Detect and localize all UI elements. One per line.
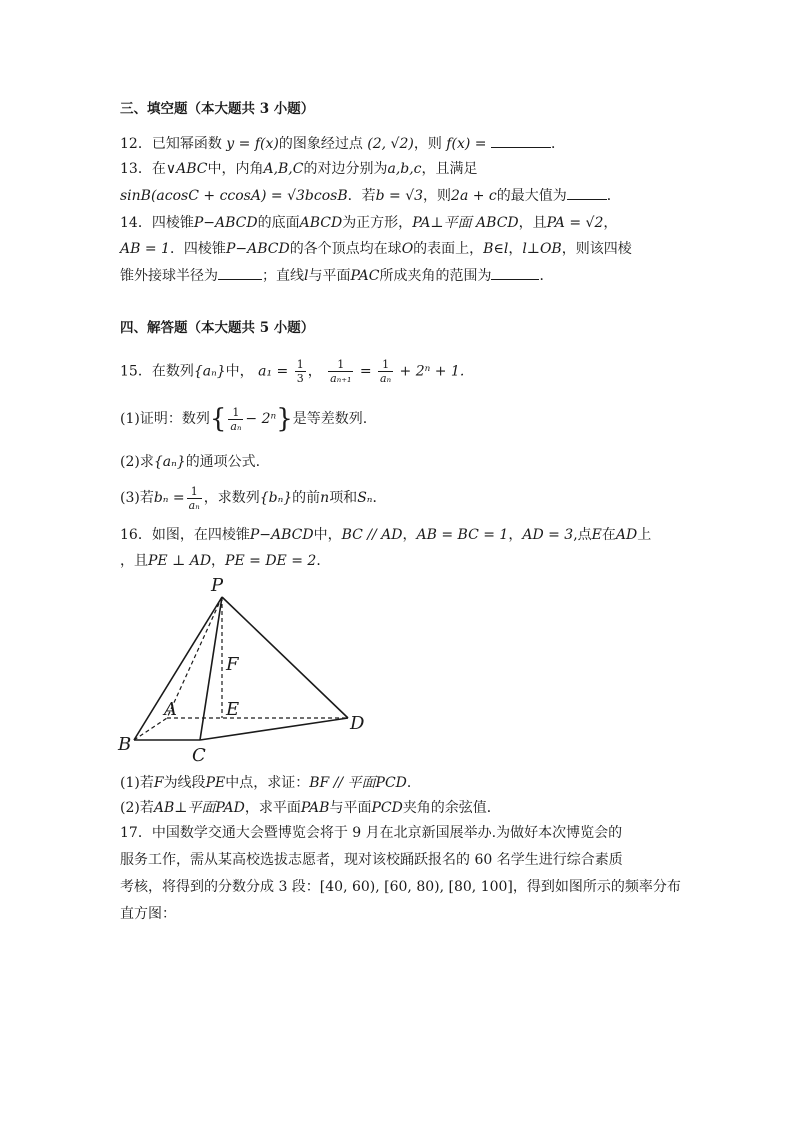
answer-blank[interactable] [218, 265, 262, 280]
question-16-part-2: (2)若AB⊥平面PAD，求平面PAB与平面PCD夹角的余弦值． [120, 800, 501, 816]
label-f: F [226, 654, 239, 675]
section-3-heading: 三、填空题（本大题共 3 小题） [120, 101, 315, 117]
question-15-part-1: (1)证明：数列{ $\frac{1}{\text{aₙ}}$ − 2ⁿ}是等差数列. [120, 404, 368, 434]
question-13-line-1: 13．在∨ABC中，内角A,B,C的对边分别为a,b,c，且满足 [120, 161, 478, 177]
left-brace: { [209, 404, 227, 434]
question-15-part-2: (2)求{aₙ}的通项公式. [120, 454, 261, 470]
question-17-line-4: 直方图： [120, 906, 176, 922]
answer-blank[interactable] [491, 133, 551, 148]
answer-blank[interactable] [567, 185, 607, 200]
question-15-part-3: (3)若bₙ = $\frac{1}{\text{aₙ}}$ ，求数列{bₙ}的前n项和Sₙ． [120, 484, 387, 512]
question-13-line-2: sinB(acosC + ccosA) = √3bcosB．若b = √3，则2a + c的最大值为 ． [120, 185, 621, 206]
pyramid-figure [112, 575, 382, 765]
label-d: D [350, 713, 365, 734]
answer-blank[interactable] [491, 265, 539, 280]
section-4-heading: 四、解答题（本大题共 5 小题） [120, 320, 315, 336]
edge-pd [222, 597, 348, 718]
label-p: P [211, 575, 224, 596]
question-17-line-2: 服务工作，需从某高校选拔志愿者，现对该校踊跃报名的 60 名学生进行综合素质 [120, 852, 623, 868]
fraction: $\frac{1}{3}$ [296, 358, 304, 385]
question-14-line-1: 14．四棱锥P−ABCD的底面ABCD为正方形，PA⊥平面 ABCD，且PA = √2， [120, 215, 618, 231]
fraction: $\frac{1}{\text{aₙ₊₁}}$ [330, 358, 352, 385]
question-15: 15．在数列{aₙ}中， a₁ = $\frac{1}{3}$ ， $\frac{1}{\text{aₙ₊₁}}$ = $\frac{1}{\text{aₙ}}$ + 2ⁿ + 1. [120, 358, 465, 385]
question-16-line-1: 16．如图，在四棱锥P−ABCD中，BC // AD，AB = BC = 1，AD = 3,点E在AD上 [120, 527, 652, 543]
question-17-line-1: 17．中国数学交通大会暨博览会将于 9 月在北京新国展举办.为做好本次博览会的 [120, 825, 623, 841]
edge-cd [200, 718, 348, 740]
fraction: $\frac{1}{\text{aₙ}}$ [188, 484, 200, 512]
question-17-line-3: 考核，将得到的分数分成 3 段：[40, 60), [60, 80), [80, 100]，得到如图所示的频率分布 [120, 879, 681, 895]
label-c: C [192, 745, 206, 765]
label-e: E [226, 699, 240, 720]
question-16-part-1: (1)若F为线段PE中点，求证：BF // 平面PCD． [120, 775, 421, 791]
label-b: B [118, 734, 132, 755]
fraction: $\frac{1}{\text{aₙ}}$ [230, 405, 242, 433]
right-brace: } [276, 404, 293, 434]
label-a: A [164, 699, 177, 720]
question-16-line-2: ，且PE ⊥ AD，PE = DE = 2． [120, 553, 331, 569]
edge-ba-hidden [134, 718, 167, 740]
question-12: 12．已知幂函数 y = f(x)的图象经过点 (2, √2)，则 f(x) = ． [120, 133, 565, 154]
question-14-line-3: 锥外接球半径为 ；直线l与平面PAC所成夹角的范围为 ． [120, 265, 553, 286]
fraction: $\frac{1}{\text{aₙ}}$ [380, 358, 392, 385]
question-14-line-2: AB = 1．四棱锥P−ABCD的各个顶点均在球O的表面上，B∈l，l⊥OB，则该四棱 [120, 241, 632, 257]
